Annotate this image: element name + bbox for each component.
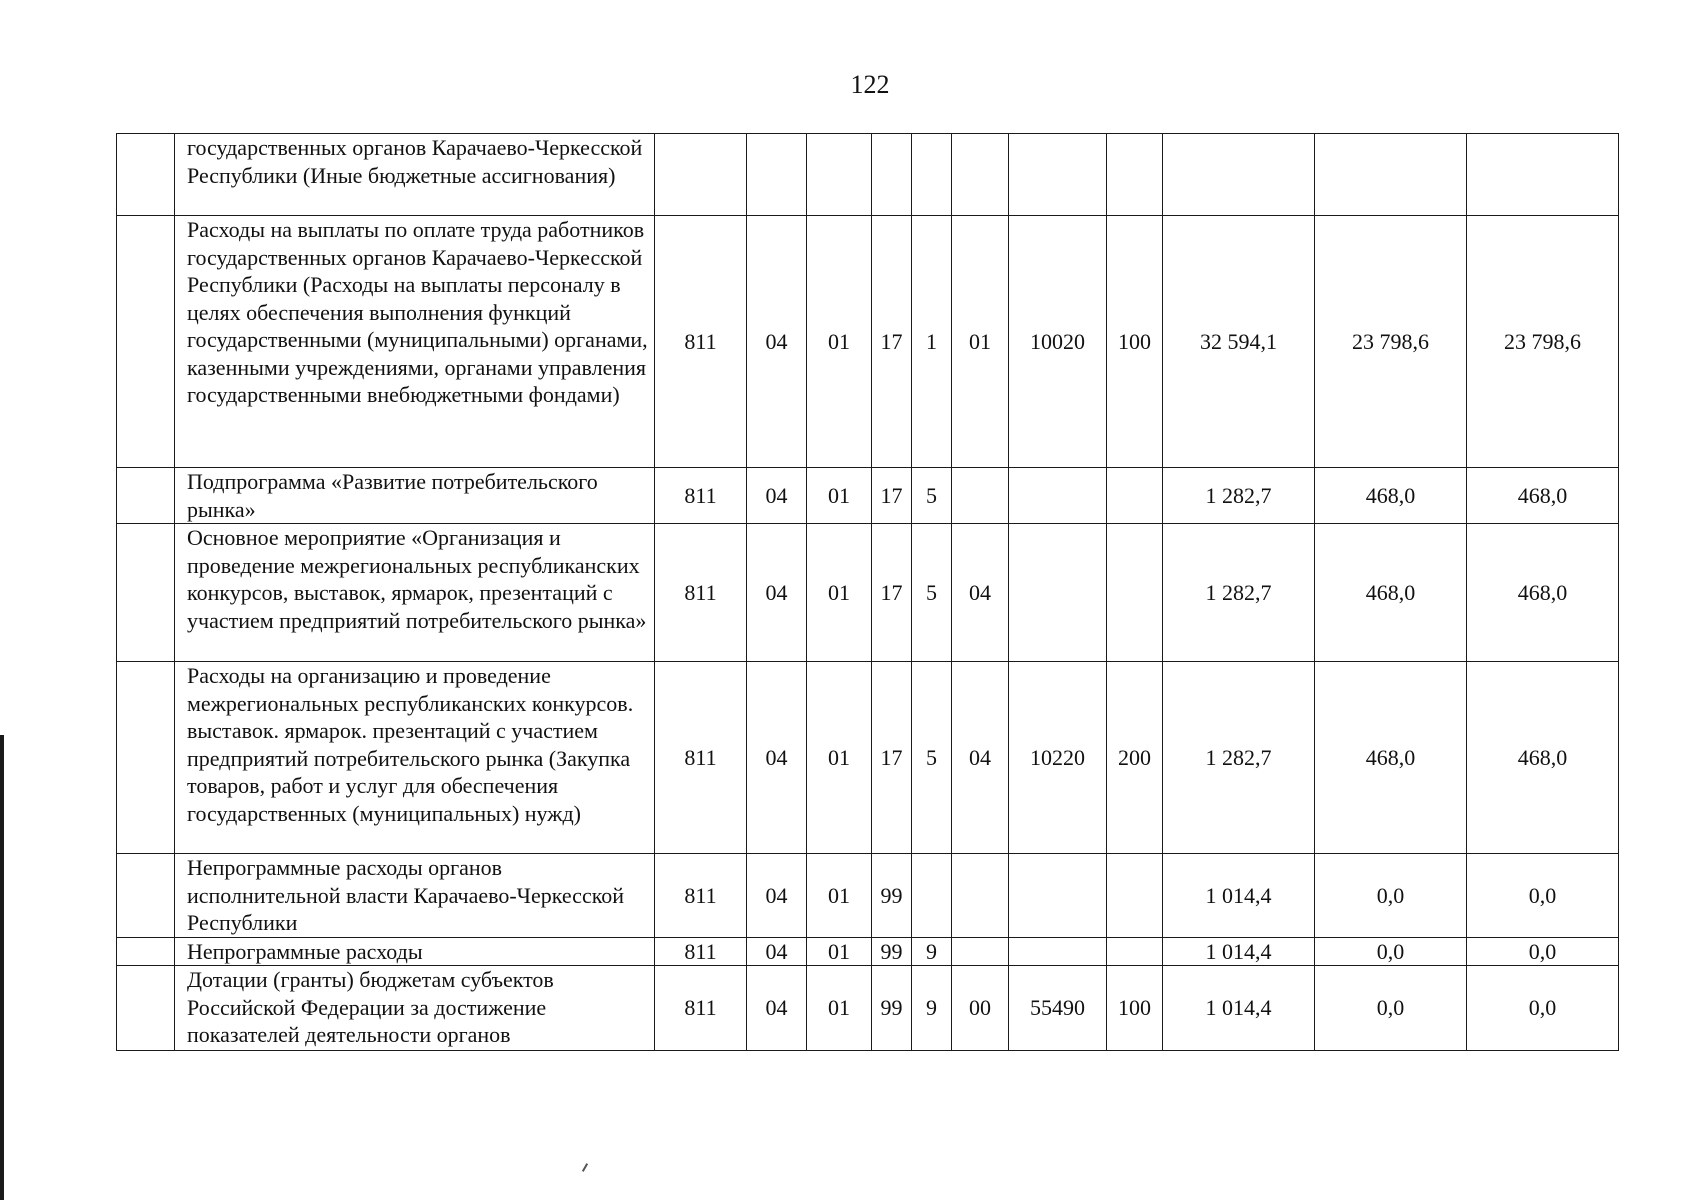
expense-type-cell <box>1107 134 1163 216</box>
subsection-code-cell: 01 <box>807 966 872 1051</box>
amount-year-1-cell: 32 594,1 <box>1163 216 1315 468</box>
amount-year-3-cell: 0,0 <box>1467 854 1619 938</box>
amount-year-1-cell: 1 014,4 <box>1163 966 1315 1051</box>
amount-year-2-cell <box>1315 134 1467 216</box>
row-number-cell <box>117 966 175 1051</box>
activity-code-cell <box>952 134 1009 216</box>
expense-type-cell <box>1107 854 1163 938</box>
row-number-cell <box>117 468 175 524</box>
scan-edge-mark <box>0 735 4 1200</box>
activity-code-cell: 04 <box>952 662 1009 854</box>
subsection-code-cell: 01 <box>807 468 872 524</box>
row-number-cell <box>117 662 175 854</box>
activity-code-cell <box>952 854 1009 938</box>
program-code-cell <box>872 134 912 216</box>
amount-year-1-cell <box>1163 134 1315 216</box>
description-cell: Основное мероприятие «Организация и проведение межрегиональных республиканских конкурсов, выставок, ярмарок, презентаций с участием предприятий потребительского рынка» <box>175 524 655 662</box>
expense-type-cell: 100 <box>1107 966 1163 1051</box>
amount-year-3-cell: 0,0 <box>1467 966 1619 1051</box>
program-code-cell: 99 <box>872 966 912 1051</box>
description-cell: Подпрограмма «Развитие потребительского рынка» <box>175 468 655 524</box>
section-code-cell: 04 <box>747 854 807 938</box>
activity-code-cell: 01 <box>952 216 1009 468</box>
description-cell: Непрограммные расходы органов исполнительной власти Карачаево-Черкесской Республики <box>175 854 655 938</box>
direction-code-cell <box>1009 854 1107 938</box>
amount-year-2-cell: 0,0 <box>1315 966 1467 1051</box>
table-row <box>117 216 1619 468</box>
subprogram-code-cell <box>912 134 952 216</box>
section-code-cell: 04 <box>747 937 807 966</box>
subprogram-code-cell <box>912 854 952 938</box>
program-code-cell: 17 <box>872 662 912 854</box>
expense-type-cell <box>1107 524 1163 662</box>
subprogram-code-cell: 5 <box>912 468 952 524</box>
admin-code-cell: 811 <box>655 468 747 524</box>
amount-year-1-cell: 1 014,4 <box>1163 937 1315 966</box>
description-cell: Дотации (гранты) бюджетам субъектов Российской Федерации за достижение показателей деятельности органов <box>175 966 655 1051</box>
row-number-cell <box>117 134 175 216</box>
subprogram-code-cell: 9 <box>912 937 952 966</box>
subsection-code-cell: 01 <box>807 524 872 662</box>
subprogram-code-cell: 5 <box>912 662 952 854</box>
table-row <box>117 468 1619 524</box>
program-code-cell: 17 <box>872 468 912 524</box>
activity-code-cell <box>952 468 1009 524</box>
amount-year-3-cell: 468,0 <box>1467 662 1619 854</box>
amount-year-2-cell: 468,0 <box>1315 662 1467 854</box>
amount-year-2-cell: 23 798,6 <box>1315 216 1467 468</box>
direction-code-cell: 10220 <box>1009 662 1107 854</box>
subprogram-code-cell: 5 <box>912 524 952 662</box>
section-code-cell: 04 <box>747 468 807 524</box>
row-number-cell <box>117 216 175 468</box>
amount-year-3-cell: 23 798,6 <box>1467 216 1619 468</box>
table-row <box>117 662 1619 854</box>
section-code-cell: 04 <box>747 662 807 854</box>
expense-type-cell <box>1107 468 1163 524</box>
direction-code-cell <box>1009 524 1107 662</box>
description-cell: Непрограммные расходы <box>175 937 655 966</box>
row-number-cell <box>117 937 175 966</box>
admin-code-cell: 811 <box>655 662 747 854</box>
row-number-cell <box>117 854 175 938</box>
section-code-cell: 04 <box>747 524 807 662</box>
program-code-cell: 99 <box>872 937 912 966</box>
description-cell: Расходы на организацию и проведение межрегиональных республиканских конкурсов. выставок. ярмарок. презентаций с участием предприятий потребительского рынка (Закупка товаров, работ и услуг для обеспечения государственных (муниципальных) нужд) <box>175 662 655 854</box>
direction-code-cell: 55490 <box>1009 966 1107 1051</box>
amount-year-2-cell: 468,0 <box>1315 524 1467 662</box>
amount-year-3-cell <box>1467 134 1619 216</box>
section-code-cell: 04 <box>747 966 807 1051</box>
amount-year-3-cell: 0,0 <box>1467 937 1619 966</box>
subsection-code-cell: 01 <box>807 937 872 966</box>
admin-code-cell: 811 <box>655 854 747 938</box>
row-number-cell <box>117 524 175 662</box>
amount-year-2-cell: 468,0 <box>1315 468 1467 524</box>
table-row <box>117 134 1619 216</box>
program-code-cell: 99 <box>872 854 912 938</box>
subsection-code-cell: 01 <box>807 216 872 468</box>
scan-speck <box>582 1163 588 1172</box>
section-code-cell: 04 <box>747 216 807 468</box>
amount-year-1-cell: 1 282,7 <box>1163 468 1315 524</box>
subsection-code-cell <box>807 134 872 216</box>
direction-code-cell <box>1009 937 1107 966</box>
section-code-cell <box>747 134 807 216</box>
table-row <box>117 966 1619 1051</box>
amount-year-3-cell: 468,0 <box>1467 468 1619 524</box>
table-row <box>117 937 1619 966</box>
activity-code-cell <box>952 937 1009 966</box>
subsection-code-cell: 01 <box>807 854 872 938</box>
description-cell: Расходы на выплаты по оплате труда работников государственных органов Карачаево-Черкесской Республики (Расходы на выплаты персоналу в целях обеспечения выполнения функций государственными (муниципальными) органами, казенными учреждениями, органами управления государственными внебюджетными фондами) <box>175 216 655 468</box>
page-number: 122 <box>850 70 890 99</box>
subprogram-code-cell: 9 <box>912 966 952 1051</box>
amount-year-2-cell: 0,0 <box>1315 854 1467 938</box>
admin-code-cell: 811 <box>655 524 747 662</box>
admin-code-cell: 811 <box>655 966 747 1051</box>
table-row <box>117 524 1619 662</box>
activity-code-cell: 04 <box>952 524 1009 662</box>
expense-type-cell <box>1107 937 1163 966</box>
admin-code-cell <box>655 134 747 216</box>
admin-code-cell: 811 <box>655 216 747 468</box>
amount-year-2-cell: 0,0 <box>1315 937 1467 966</box>
direction-code-cell <box>1009 134 1107 216</box>
program-code-cell: 17 <box>872 216 912 468</box>
subprogram-code-cell: 1 <box>912 216 952 468</box>
expense-type-cell: 200 <box>1107 662 1163 854</box>
table-row <box>117 854 1619 938</box>
expense-type-cell: 100 <box>1107 216 1163 468</box>
subsection-code-cell: 01 <box>807 662 872 854</box>
direction-code-cell <box>1009 468 1107 524</box>
amount-year-1-cell: 1 014,4 <box>1163 854 1315 938</box>
amount-year-1-cell: 1 282,7 <box>1163 662 1315 854</box>
activity-code-cell: 00 <box>952 966 1009 1051</box>
admin-code-cell: 811 <box>655 937 747 966</box>
direction-code-cell: 10020 <box>1009 216 1107 468</box>
budget-table <box>116 133 1619 1051</box>
description-cell: государственных органов Карачаево-Черкесской Республики (Иные бюджетные ассигнования) <box>175 134 655 216</box>
amount-year-3-cell: 468,0 <box>1467 524 1619 662</box>
amount-year-1-cell: 1 282,7 <box>1163 524 1315 662</box>
table-body <box>117 134 1619 1051</box>
program-code-cell: 17 <box>872 524 912 662</box>
